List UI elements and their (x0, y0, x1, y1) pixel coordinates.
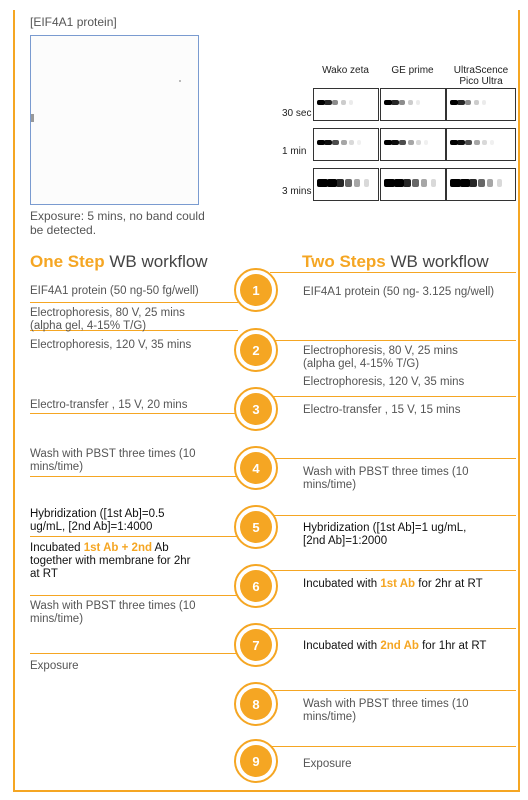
right-step-hybridization (303, 522, 518, 548)
blot-panel (446, 128, 516, 161)
membrane-speck (179, 80, 181, 82)
blot-band (416, 140, 421, 145)
left-step-incubate-post: Ab (152, 542, 169, 554)
left-heading (30, 252, 208, 272)
blot-band (341, 100, 346, 105)
step-1-badge (234, 268, 278, 312)
col-label-ultrascence (446, 65, 516, 87)
step-1-number: 1 (240, 274, 272, 306)
left-step-hybridization-line1: Hybridization ([1st Ab]=0.5 (30, 508, 165, 520)
left-step-electrophoresis-80v-line2: (alpha gel, 4-15% T/G) (30, 320, 147, 332)
right-connector-6 (270, 570, 516, 571)
right-step-incubate-2nd-accent: 2nd Ab (380, 640, 419, 652)
left-heading-rest: WB workflow (104, 252, 208, 271)
right-step-incubate-1st-pre: Incubated with (303, 578, 381, 590)
left-step-incubate-accent: 1st Ab + 2nd (83, 542, 152, 554)
blot-band (391, 140, 399, 145)
blot-band (399, 140, 406, 145)
left-step-hybridization-line2: ug/mL, [2nd Ab]=1:4000 (30, 521, 153, 533)
left-step-wash-line2: mins/time) (30, 461, 84, 473)
right-step-electrophoresis-80v-line1: Electrophoresis, 80 V, 25 mins (303, 345, 458, 357)
right-connector-2 (270, 340, 516, 341)
blot-band (336, 179, 344, 187)
step-5-number: 5 (240, 511, 272, 543)
step-7-number: 7 (240, 629, 272, 661)
step-9-badge (234, 739, 278, 783)
blot-band (349, 100, 353, 105)
blot-band (408, 100, 413, 105)
blot-band (457, 100, 465, 105)
blot-band (478, 179, 485, 187)
right-connector-5 (270, 515, 516, 516)
left-step-exposure: Exposure (30, 660, 79, 672)
col-label-ultrascence-line1: UltraScence (453, 65, 509, 76)
left-connector-1 (30, 302, 238, 303)
left-connector-5 (30, 536, 238, 537)
blot-band (324, 100, 332, 105)
step-7-badge (234, 623, 278, 667)
left-step-incubate-line3: at RT (30, 568, 58, 580)
blot-band (487, 179, 493, 187)
step-2-number: 2 (240, 334, 272, 366)
blot-band (399, 100, 405, 105)
blot-panel (380, 168, 446, 201)
blot-band (412, 179, 419, 187)
right-step-electrophoresis-80v-line2: (alpha gel, 4-15% T/G) (303, 358, 420, 370)
right-step-wash: Wash with PBST three times (10 mins/time) (303, 466, 469, 491)
left-connector-4 (30, 476, 238, 477)
blot-panel (446, 88, 516, 121)
left-step-incubate-line1 (30, 542, 235, 555)
step-5-badge (234, 505, 278, 549)
blank-membrane-image (30, 35, 199, 205)
blot-band (408, 140, 414, 145)
col-label-ge: GE prime (391, 65, 434, 76)
left-step-hybridization (30, 508, 235, 534)
right-connector-9 (270, 746, 516, 747)
blot-band (431, 179, 436, 187)
right-heading (302, 252, 489, 272)
blot-band (465, 140, 472, 145)
left-step-wash-2-line2: mins/time) (30, 613, 84, 625)
right-connector-8 (270, 690, 516, 691)
blot-band (332, 100, 338, 105)
row-label-3mins: 3 mins (282, 186, 312, 197)
exposure-note-line2: be detected. (30, 223, 97, 237)
blot-band (474, 100, 479, 105)
right-step-incubate-2nd-post: for 1hr at RT (418, 640, 487, 652)
right-step-incubate-1st-post: for 2hr at RT (415, 578, 483, 590)
step-3-number: 3 (240, 393, 272, 425)
blot-band (490, 140, 494, 145)
left-connector-7 (30, 653, 238, 654)
right-step-electrophoresis-80v (303, 345, 518, 371)
blot-band (364, 179, 369, 187)
left-step-incubate-line2: together with membrane for 2hr (30, 555, 191, 567)
left-step-wash-line1: Wash with PBST three times (10 (30, 448, 196, 460)
blot-band (421, 179, 427, 187)
membrane-speck (31, 114, 34, 122)
right-connector-7 (270, 628, 516, 629)
step-8-badge (234, 682, 278, 726)
col-label-wako: Wako zeta (322, 65, 369, 76)
left-step-protein-load: EIF4A1 protein (50 ng-50 fg/well) (30, 285, 199, 297)
blot-band (424, 140, 428, 145)
blot-band (465, 100, 471, 105)
exposure-note (30, 209, 215, 237)
left-step-electrophoresis-120v: Electrophoresis, 120 V, 35 mins (30, 339, 192, 351)
right-step-hybridization-line1: Hybridization ([1st Ab]=1 ug/mL, (303, 522, 467, 534)
blot-band (332, 140, 339, 145)
left-heading-accent: One Step (30, 252, 105, 271)
blot-band (482, 100, 486, 105)
col-label-ultrascence-line2: Pico Ultra (459, 76, 503, 87)
right-step-electro-transfer: Electro-transfer , 15 V, 15 mins (303, 404, 461, 416)
left-step-wash (30, 448, 235, 474)
left-step-wash-2-line1: Wash with PBST three times (10 (30, 600, 196, 612)
blot-band (474, 140, 480, 145)
right-connector-1 (270, 272, 516, 273)
left-connector-6 (30, 595, 238, 596)
blot-band (497, 179, 502, 187)
blot-band (324, 140, 332, 145)
left-step-electrophoresis-80v-line1: Electrophoresis, 80 V, 25 mins (30, 307, 185, 319)
blot-band (341, 140, 347, 145)
blot-band (416, 100, 420, 105)
right-heading-accent: Two Steps (302, 252, 386, 271)
blank-blot-caption: [EIF4A1 protein] (30, 15, 117, 29)
exposure-note-line1: Exposure: 5 mins, no band could (30, 209, 205, 223)
right-step-incubate-2nd-ab (303, 640, 518, 653)
blot-panel (380, 88, 446, 121)
right-heading-rest: WB workflow (385, 252, 489, 271)
blot-panel (313, 88, 379, 121)
step-6-number: 6 (240, 570, 272, 602)
right-step-incubate-1st-accent: 1st Ab (380, 578, 416, 590)
blot-band (403, 179, 411, 187)
right-step-hybridization-line2: [2nd Ab]=1:2000 (303, 535, 388, 547)
right-step-wash-2: Wash with PBST three times (10 mins/time) (303, 698, 469, 723)
step-8-number: 8 (240, 688, 272, 720)
blot-band (457, 140, 465, 145)
blot-panel (380, 128, 446, 161)
right-step-incubate-2nd-pre: Incubated with (303, 640, 381, 652)
right-step-electrophoresis-120v: Electrophoresis, 120 V, 35 mins (303, 376, 465, 388)
blot-band (469, 179, 477, 187)
step-4-number: 4 (240, 452, 272, 484)
blot-panel (446, 168, 516, 201)
step-4-badge (234, 446, 278, 490)
right-step-exposure: Exposure (303, 758, 352, 770)
step-2-badge (234, 328, 278, 372)
blot-panel (313, 168, 379, 201)
step-6-badge (234, 564, 278, 608)
left-step-incubate-pre: Incubated (30, 542, 84, 554)
right-step-incubate-1st-ab (303, 578, 518, 591)
blot-panel (313, 128, 379, 161)
blot-band (354, 179, 360, 187)
row-label-1min: 1 min (282, 146, 307, 157)
left-step-incubate-both-ab (30, 542, 235, 581)
blot-band (482, 140, 487, 145)
blot-band (345, 179, 352, 187)
blot-band (349, 140, 354, 145)
step-3-badge (234, 387, 278, 431)
right-connector-4 (270, 458, 516, 459)
row-label-30sec: 30 sec (282, 108, 312, 119)
left-step-wash-2 (30, 600, 235, 626)
right-step-protein-load: EIF4A1 protein (50 ng- 3.125 ng/well) (303, 286, 495, 298)
blot-band (391, 100, 399, 105)
left-step-electro-transfer: Electro-transfer , 15 V, 20 mins (30, 399, 188, 411)
blot-band (357, 140, 361, 145)
right-connector-3 (270, 396, 516, 397)
left-step-electrophoresis-80v (30, 307, 235, 333)
left-connector-3 (30, 413, 238, 414)
step-9-number: 9 (240, 745, 272, 777)
